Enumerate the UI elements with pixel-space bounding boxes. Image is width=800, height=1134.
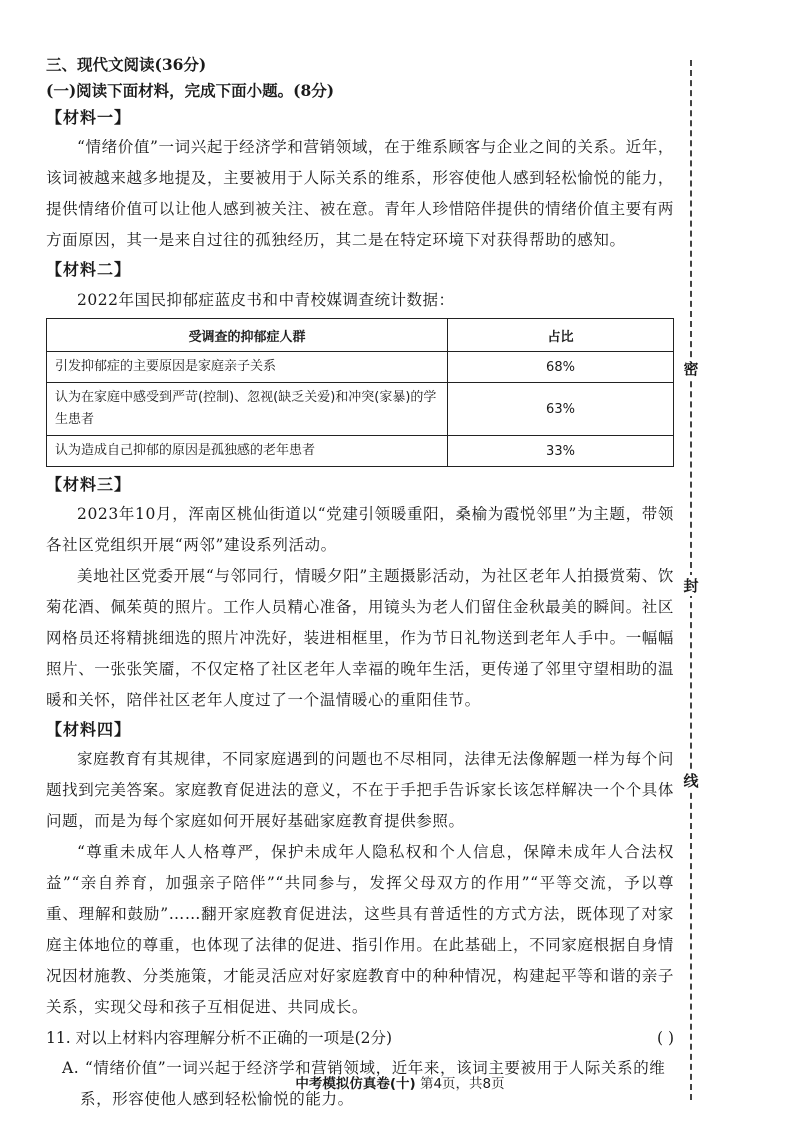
material-2-title: 【材料二】 xyxy=(46,260,132,279)
material-4-title: 【材料四】 xyxy=(46,720,132,739)
question-11 xyxy=(46,1023,674,1053)
binding-char-mi: 密 xyxy=(680,358,702,379)
content-area xyxy=(46,52,674,1115)
question-11-option-a: A. “情绪价值”一词兴起于经济学和营销领域，近年来，该词主要被用于人际关系的维系，形容使他人感到轻松愉悦的能力。 xyxy=(62,1059,666,1108)
material-3-title: 【材料三】 xyxy=(46,475,132,494)
material-4-paragraph-2: “尊重未成年人人格尊严，保护未成年人隐私权和个人信息，保障未成年人合法权益”“亲自养育，加强亲子陪伴”“共同参与，发挥父母双方的作用”“平等交流，予以尊重、理解和鼓励”……翻开家庭教育促进法，这些具有普适性的方式方法，既体现了对家庭主体地位的尊重，也体现了法律的促进、指引作用。在此基础上，不同家庭根据自身情况因材施教、分类施策，才能灵活应对好家庭教育中的种种情况，构建起平等和谐的亲子关系，实现父母和孩子互相促进、共同成长。 xyxy=(46,843,674,1016)
table-cell-ratio: 68% xyxy=(448,352,674,383)
table-header-ratio: 占比 xyxy=(448,319,674,352)
material-1-text: “情绪价值”一词兴起于经济学和营销领域，在于维系顾客与企业之间的关系。近年，该词被越来越多地提及，主要被用于人际关系的维系，形容使他人感到轻松愉悦的能力，提供情绪价值可以让他人感到被关注、被在意。青年人珍惜陪伴提供的情绪价值主要有两方面原因，其一是来自过往的孤独经历，其二是在特定环境下对获得帮助的感知。 xyxy=(46,138,674,249)
table-header-group: 受调查的抑郁症人群 xyxy=(47,319,448,352)
material-3-paragraph-1: 2023年10月，浑南区桃仙街道以“党建引领暖重阳，桑榆为霞悦邻里”为主题，带领各社区党组织开展“两邻”建设系列活动。 xyxy=(46,505,674,554)
table-header-row xyxy=(47,319,674,352)
material-2-intro: 2022年国民抑郁症蓝皮书和中青校媒调查统计数据： xyxy=(77,291,455,309)
table-row xyxy=(47,436,674,467)
material-4-paragraph-1: 家庭教育有其规律，不同家庭遇到的问题也不尽相同，法律无法像解题一样为每个问题找到完美答案。家庭教育促进法的意义，不在于手把手告诉家长该怎样解决一个个具体问题，而是为每个家庭如何开展好基础家庭教育提供参照。 xyxy=(46,750,674,830)
table-cell-group: 认为造成自己抑郁的原因是孤独感的老年患者 xyxy=(47,436,448,467)
binding-char-xian: 线 xyxy=(680,770,702,791)
binding-char-feng: 封 xyxy=(680,575,702,596)
footer-page-number: 第4页，共8页 xyxy=(419,1076,505,1092)
section-title: 三、现代文阅读(36分) xyxy=(46,55,207,74)
page-footer xyxy=(0,1072,800,1092)
material-3-paragraph-2: 美地社区党委开展“与邻同行，情暖夕阳”主题摄影活动，为社区老年人拍摄赏菊、饮菊花酒、佩茱萸的照片。工作人员精心准备，用镜头为老人们留住金秋最美的瞬间。社区网格员还将精挑细选的照片冲洗好，装进相框里，作为节日礼物送到老年人手中。一幅幅照片、一张张笑靥，不仅定格了社区老年人幸福的晚年生活，更传递了邻里守望相助的温暖和关怀，陪伴社区老年人度过了一个温情暖心的重阳佳节。 xyxy=(46,567,674,709)
table-cell-ratio: 63% xyxy=(448,383,674,436)
table-row xyxy=(47,352,674,383)
material-1-title: 【材料一】 xyxy=(46,108,132,127)
table-cell-ratio: 33% xyxy=(448,436,674,467)
footer-exam-title: 中考模拟仿真卷(十) xyxy=(295,1076,416,1092)
table-cell-group: 引发抑郁症的主要原因是家庭亲子关系 xyxy=(47,352,448,383)
statistics-table xyxy=(46,318,674,467)
section-subtitle: (一)阅读下面材料，完成下面小题。(8分) xyxy=(46,81,335,100)
table-cell-group: 认为在家庭中感受到严苛(控制)、忽视(缺乏关爱)和冲突(家暴)的学生患者 xyxy=(47,383,448,436)
answer-blank[interactable]: ( ) xyxy=(656,1029,674,1047)
table-row xyxy=(47,383,674,436)
question-11-stem: 11. 对以上材料内容理解分析不正确的一项是(2分) xyxy=(46,1029,393,1047)
